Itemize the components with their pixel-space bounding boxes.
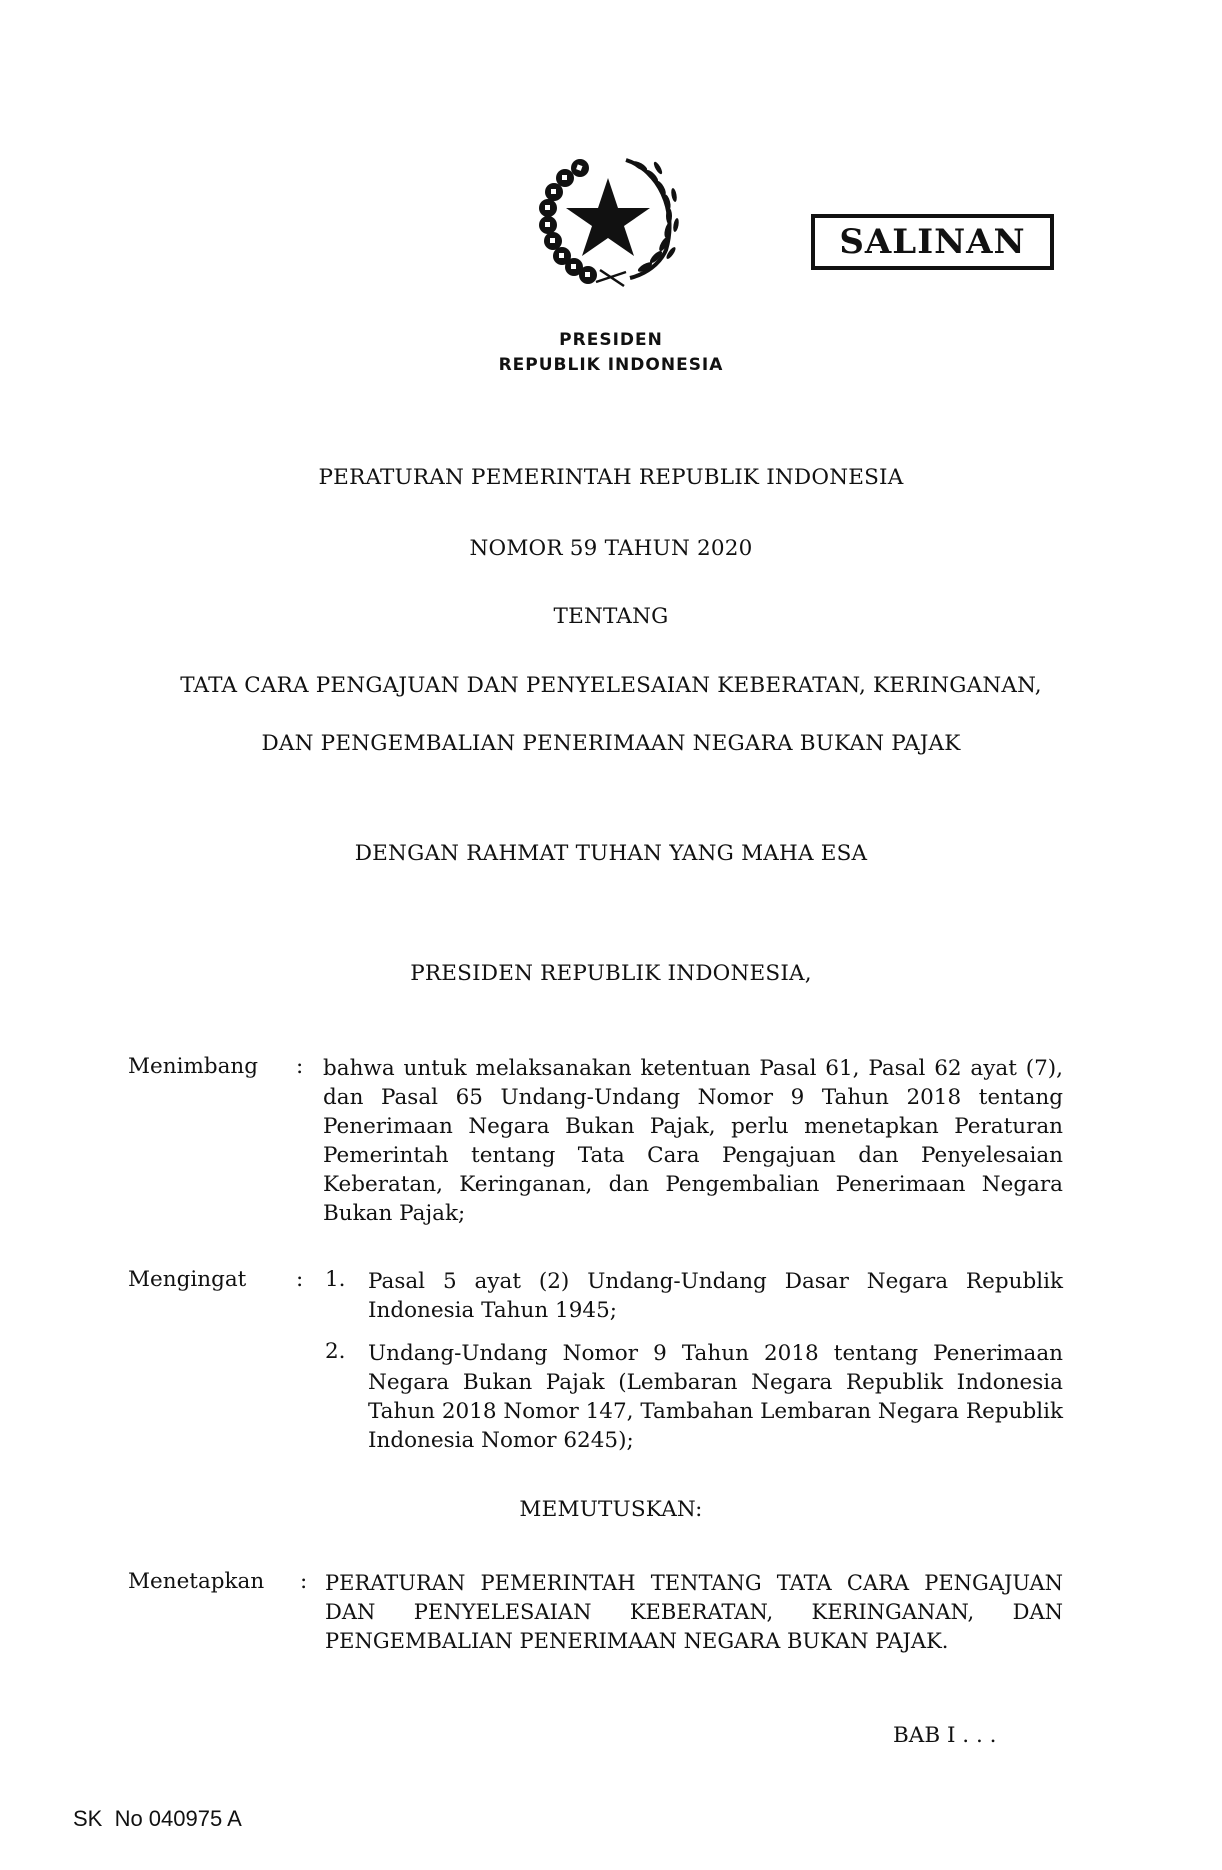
mengingat-colon: :	[296, 1267, 304, 1292]
menimbang-text: bahwa untuk melaksanakan ketentuan Pasal 61, Pasal 62 ayat (7), dan Pasal 65 Undang-Undang Nomor 9 Tahun 2018 tentang Penerimaan Negara Bukan Pajak, perlu menetapkan Peraturan Pemerintah tentang Tata Cara Pengajuan dan Penyelesaian Keberatan, Keringanan, dan Pengembalian Penerimaan Negara Bukan Pajak;	[323, 1056, 1063, 1226]
mengingat-item-2-number: 2.	[325, 1339, 346, 1364]
regulation-number: NOMOR 59 TAHUN 2020	[469, 536, 753, 561]
menetapkan-colon: :	[300, 1569, 308, 1594]
mengingat-item-1-number: 1.	[325, 1267, 346, 1292]
mengingat-item-2-text: Undang-Undang Nomor 9 Tahun 2018 tentang Penerimaan Negara Bukan Pajak (Lembaran Negara Republik Indonesia Tahun 2018 Nomor 147, Tambahan Lembaran Negara Republik Indonesia Nomor 6245);	[368, 1341, 1063, 1453]
menimbang-colon: :	[296, 1054, 304, 1079]
subject-line-1: TATA CARA PENGAJUAN DAN PENYELESAIAN KEBERATAN, KERINGANAN,	[180, 673, 1042, 698]
garuda-star-emblem-icon	[528, 140, 688, 300]
memutuskan-heading: MEMUTUSKAN:	[519, 1497, 703, 1522]
letterhead-presiden: PRESIDEN	[559, 330, 663, 350]
regulation-type: PERATURAN PEMERINTAH REPUBLIK INDONESIA	[318, 465, 904, 490]
mengingat-item-1-text: Pasal 5 ayat (2) Undang-Undang Dasar Negara Republik Indonesia Tahun 1945;	[368, 1269, 1063, 1323]
mengingat-label: Mengingat	[128, 1267, 247, 1292]
continuation-marker: BAB I . . .	[893, 1723, 997, 1748]
sk-number: SK No 040975 A	[73, 1806, 242, 1831]
subject-line-2: DAN PENGEMBALIAN PENERIMAAN NEGARA BUKAN PAJAK	[261, 731, 961, 756]
menetapkan-label: Menetapkan	[128, 1569, 265, 1594]
salinan-stamp	[811, 214, 1054, 270]
letterhead-republik-indonesia: REPUBLIK INDONESIA	[498, 355, 724, 375]
menetapkan-text: PERATURAN PEMERINTAH TENTANG TATA CARA PENGAJUAN DAN PENYELESAIAN KEBERATAN, KERINGANAN, DAN PENGEMBALIAN PENERIMAAN NEGARA BUKAN PAJAK.	[325, 1571, 1063, 1653]
authority-heading: PRESIDEN REPUBLIK INDONESIA,	[410, 961, 812, 986]
menimbang-label: Menimbang	[128, 1054, 259, 1079]
salinan-label: SALINAN	[839, 222, 1026, 262]
invocation: DENGAN RAHMAT TUHAN YANG MAHA ESA	[354, 841, 868, 866]
tentang-heading: TENTANG	[553, 604, 669, 629]
